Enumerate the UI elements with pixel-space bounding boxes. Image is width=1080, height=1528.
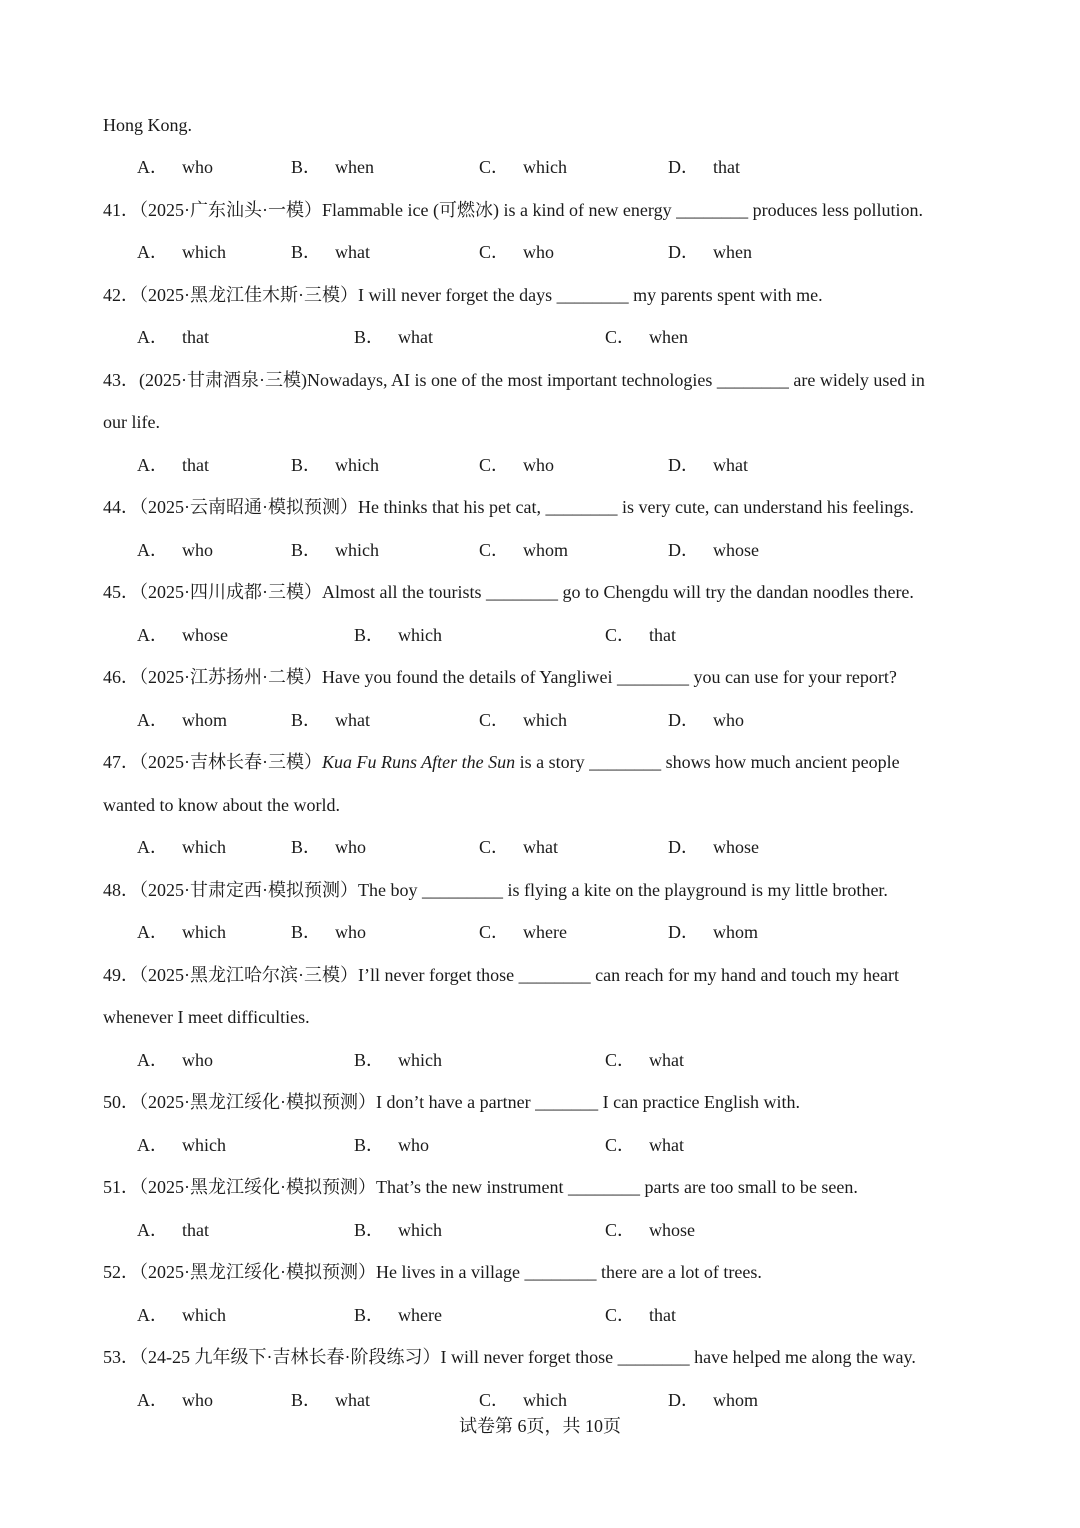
question-53-options: [0, 1389, 1080, 1411]
question-43-options: [0, 454, 1080, 476]
option-b[interactable]: B． which: [354, 1050, 443, 1070]
question-text: I’ll never forget those ________ can reach for my hand and touch my heart: [358, 965, 899, 985]
option-c[interactable]: C． whom: [479, 540, 569, 560]
question-number: 47．: [103, 752, 139, 772]
question-source: （2025·黑龙江佳木斯·三模）: [139, 285, 358, 305]
option-d[interactable]: D． whose: [668, 837, 759, 857]
option-c[interactable]: C． where: [479, 922, 567, 942]
question-number: 44．: [103, 497, 139, 517]
option-b[interactable]: B． who: [291, 837, 367, 857]
q40-options: [0, 156, 1080, 178]
question-49-options: [0, 1049, 1080, 1071]
option-a[interactable]: A． which: [137, 837, 226, 857]
question-52-stem: [103, 1261, 762, 1283]
q40-stem-continuation: Hong Kong.: [103, 115, 192, 135]
question-number: 45．: [103, 582, 139, 602]
question-text: I will never forget the days ________ my parents spent with me.: [358, 285, 823, 305]
option-c[interactable]: C． that: [605, 1305, 677, 1325]
option-b[interactable]: B． where: [354, 1305, 442, 1325]
question-number: 41．: [103, 200, 139, 220]
question-source: （2025·甘肃定西·模拟预测）: [139, 880, 358, 900]
question-43-stem: [103, 369, 925, 391]
option-d[interactable]: D． whom: [668, 1390, 758, 1410]
question-51-stem: [103, 1176, 858, 1198]
question-text: Nowadays, AI is one of the most important technologies ________ are widely used in: [306, 370, 925, 390]
option-c[interactable]: C． when: [605, 327, 689, 347]
option-b[interactable]: B． which: [291, 540, 380, 560]
page-footer: 试卷第 6页，共 10页: [459, 1416, 621, 1436]
option-c[interactable]: C． which: [479, 1390, 568, 1410]
option-a[interactable]: A． whom: [137, 710, 227, 730]
question-50-stem: [103, 1091, 800, 1113]
option-a[interactable]: A． whose: [137, 625, 228, 645]
question-source: （2025·吉林长春·三模）: [139, 752, 322, 772]
question-52-options: [0, 1304, 1080, 1326]
option-a[interactable]: A． that: [137, 327, 209, 347]
question-43-stem-continuation: our life.: [103, 412, 160, 432]
option-a[interactable]: A． which: [137, 1135, 226, 1155]
question-50-options: [0, 1134, 1080, 1156]
option-b[interactable]: B． what: [291, 242, 371, 262]
question-41-stem: [103, 199, 923, 221]
option-d[interactable]: D． when: [668, 242, 752, 262]
option-c[interactable]: C． who: [479, 242, 555, 262]
option-a[interactable]: A． that: [137, 1220, 209, 1240]
question-text: The boy _________ is flying a kite on the playground is my little brother.: [358, 880, 888, 900]
question-49-stem: [103, 964, 899, 986]
option-b[interactable]: B． which: [354, 625, 443, 645]
question-44-stem: [103, 496, 914, 518]
option-c[interactable]: C． which: [479, 710, 568, 730]
option-a[interactable]: A． who: [137, 1050, 213, 1070]
question-51-options: [0, 1219, 1080, 1241]
question-text: I don’t have a partner _______ I can practice English with.: [376, 1092, 801, 1112]
option-c[interactable]: C． what: [605, 1050, 685, 1070]
question-source: （2025·黑龙江绥化·模拟预测）: [139, 1262, 376, 1282]
question-41-options: [0, 241, 1080, 263]
option-b[interactable]: B． what: [291, 710, 371, 730]
question-number: 52．: [103, 1262, 139, 1282]
question-number: 48．: [103, 880, 139, 900]
question-text: I will never forget those ________ have helped me along the way.: [440, 1347, 916, 1367]
option-b[interactable]: B． what: [354, 327, 434, 347]
question-44-options: [0, 539, 1080, 561]
question-source: (2025·甘肃酒泉·三模): [139, 370, 307, 390]
option-a[interactable]: A． who: [137, 1390, 213, 1410]
option-a[interactable]: A． that: [137, 455, 209, 475]
option-b[interactable]: B． when: [291, 157, 375, 177]
option-a[interactable]: A． who: [137, 157, 213, 177]
question-53-stem: [103, 1346, 916, 1368]
option-c[interactable]: C． who: [479, 455, 555, 475]
question-48-stem: [103, 879, 888, 901]
question-number: 42．: [103, 285, 139, 305]
question-source: （2025·黑龙江绥化·模拟预测）: [139, 1092, 376, 1112]
option-b[interactable]: B． who: [291, 922, 367, 942]
option-b[interactable]: B． what: [291, 1390, 371, 1410]
option-b[interactable]: B． who: [354, 1135, 430, 1155]
question-source: （24-25 九年级下·吉林长春·阶段练习）: [139, 1347, 441, 1367]
option-b[interactable]: B． which: [291, 455, 380, 475]
question-47-stem: [103, 751, 900, 773]
question-47-options: [0, 836, 1080, 858]
question-48-options: [0, 921, 1080, 943]
question-number: 43．: [103, 370, 139, 390]
option-b[interactable]: B． which: [354, 1220, 443, 1240]
option-d[interactable]: D． whom: [668, 922, 758, 942]
question-49-stem-continuation: whenever I meet difficulties.: [103, 1007, 310, 1027]
question-source: （2025·云南昭通·模拟预测）: [139, 497, 358, 517]
question-source: （2025·黑龙江哈尔滨·三模）: [139, 965, 358, 985]
question-46-options: [0, 709, 1080, 731]
question-number: 51．: [103, 1177, 139, 1197]
question-text: That’s the new instrument ________ parts are too small to be seen.: [376, 1177, 858, 1197]
question-text: is a story ________ shows how much ancient people: [515, 752, 900, 772]
question-42-stem: [103, 284, 823, 306]
option-d[interactable]: D． what: [668, 455, 748, 475]
option-d[interactable]: D． who: [668, 710, 744, 730]
question-42-options: [0, 326, 1080, 348]
option-c[interactable]: C． which: [479, 157, 568, 177]
question-text: Almost all the tourists ________ go to Chengdu will try the dandan noodles there.: [322, 582, 914, 602]
option-c[interactable]: C． that: [605, 625, 677, 645]
question-number: 49．: [103, 965, 139, 985]
question-number: 46．: [103, 667, 139, 687]
question-source: （2025·黑龙江绥化·模拟预测）: [139, 1177, 376, 1197]
option-d[interactable]: D． whose: [668, 540, 759, 560]
option-d[interactable]: D． that: [668, 157, 740, 177]
question-number: 53．: [103, 1347, 139, 1367]
question-45-stem: [103, 581, 914, 603]
option-a[interactable]: A． who: [137, 540, 213, 560]
option-a[interactable]: A． which: [137, 242, 226, 262]
question-text: He thinks that his pet cat, ________ is very cute, can understand his feelings.: [358, 497, 914, 517]
option-c[interactable]: C． whose: [605, 1220, 696, 1240]
question-source: （2025·江苏扬州·二模）: [139, 667, 322, 687]
option-a[interactable]: A． which: [137, 1305, 226, 1325]
question-text: Have you found the details of Yangliwei ________ you can use for your report?: [322, 667, 897, 687]
question-source: （2025·四川成都·三模）: [139, 582, 322, 602]
question-text: Flammable ice (可燃冰) is a kind of new energy ________ produces less pollution.: [322, 200, 924, 220]
question-source: （2025·广东汕头·一模）: [139, 200, 322, 220]
story-title: Kua Fu Runs After the Sun: [322, 752, 516, 772]
question-45-options: [0, 624, 1080, 646]
question-number: 50．: [103, 1092, 139, 1112]
question-text: He lives in a village ________ there are a lot of trees.: [376, 1262, 762, 1282]
option-c[interactable]: C． what: [479, 837, 559, 857]
question-46-stem: [103, 666, 897, 688]
option-c[interactable]: C． what: [605, 1135, 685, 1155]
option-a[interactable]: A． which: [137, 922, 226, 942]
question-47-stem-continuation: wanted to know about the world.: [103, 795, 340, 815]
